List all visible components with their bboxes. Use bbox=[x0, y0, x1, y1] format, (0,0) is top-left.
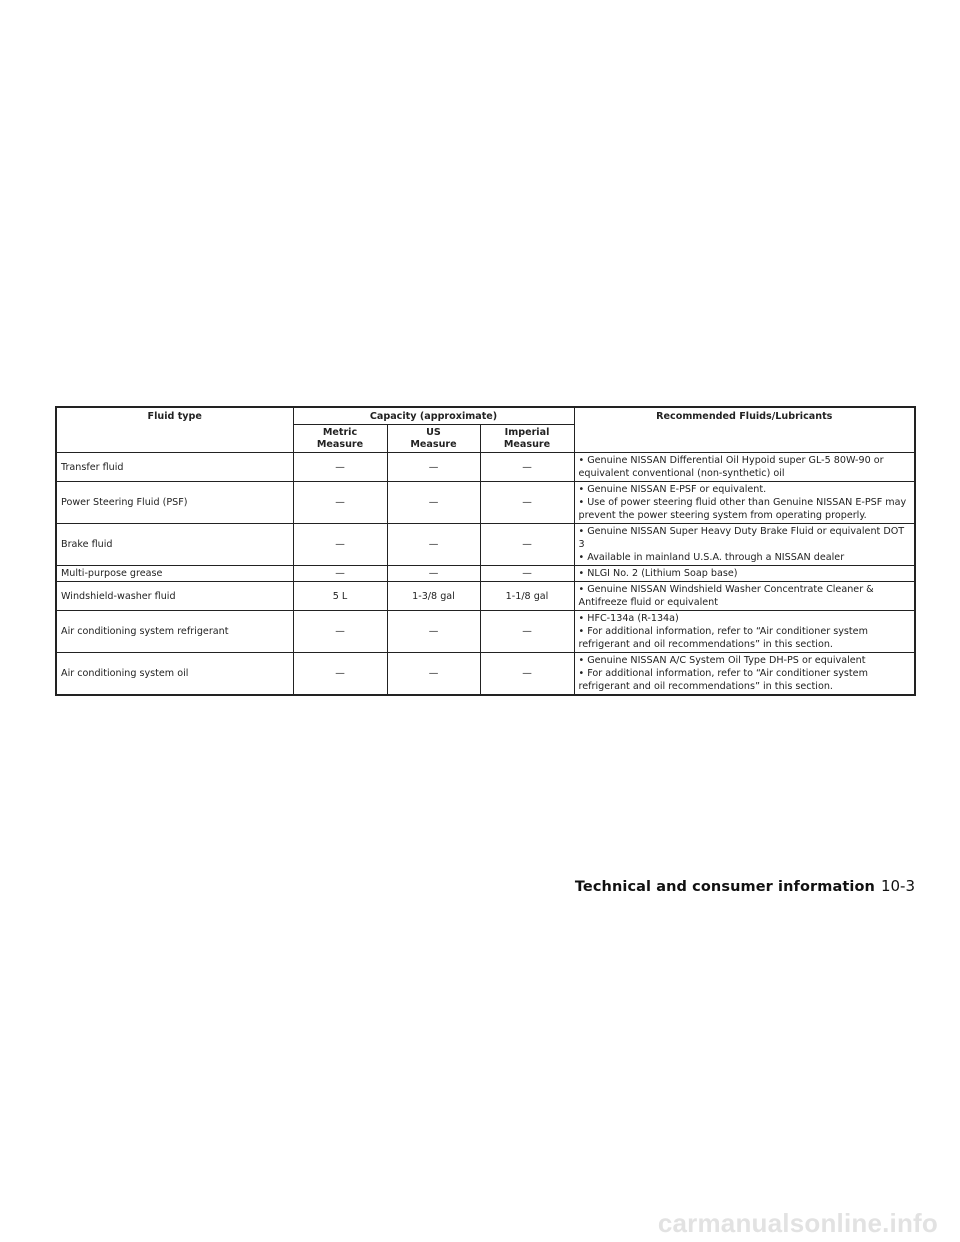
table-header-row bbox=[56, 407, 915, 425]
fluid-type-cell: Multi-purpose grease bbox=[56, 566, 293, 582]
watermark: carmanualsonline.info bbox=[657, 1208, 938, 1238]
table-row bbox=[56, 611, 915, 653]
us-cell: — bbox=[387, 566, 480, 582]
recommended-cell bbox=[574, 524, 915, 566]
header-us-line1: US bbox=[426, 427, 441, 438]
header-metric-line2: Measure bbox=[316, 439, 364, 450]
metric-cell: — bbox=[293, 653, 387, 696]
header-metric-line1: Metric bbox=[322, 427, 358, 438]
page-number: 10-3 bbox=[880, 877, 915, 895]
recommended-line: • Genuine NISSAN Differential Oil Hypoid super GL-5 80W-90 or equivalent conventional (non-synthetic) oil bbox=[578, 455, 884, 479]
recommended-line: • NLGI No. 2 (Lithium Soap base) bbox=[578, 568, 738, 579]
recommended-line: • Genuine NISSAN A/C System Oil Type DH-PS or equivalent bbox=[578, 655, 866, 666]
fluid-type-cell: Air conditioning system oil bbox=[56, 653, 293, 696]
imperial-cell: — bbox=[480, 482, 574, 524]
metric-cell: — bbox=[293, 566, 387, 582]
header-recommended: Recommended Fluids/Lubricants bbox=[574, 407, 915, 453]
metric-cell: — bbox=[293, 524, 387, 566]
us-cell: — bbox=[387, 524, 480, 566]
header-capacity: Capacity (approximate) bbox=[293, 407, 574, 425]
fluid-type-cell: Air conditioning system refrigerant bbox=[56, 611, 293, 653]
header-us-line2: Measure bbox=[410, 439, 457, 450]
recommended-line: • Genuine NISSAN E-PSF or equivalent. bbox=[578, 484, 767, 495]
recommended-cell bbox=[574, 582, 915, 611]
us-cell: 1-3/8 gal bbox=[387, 582, 480, 611]
imperial-cell: 1-1/8 gal bbox=[480, 582, 574, 611]
table-row bbox=[56, 482, 915, 524]
table-row bbox=[56, 453, 915, 482]
imperial-cell: — bbox=[480, 566, 574, 582]
fluid-type-cell: Windshield-washer fluid bbox=[56, 582, 293, 611]
recommended-line: • Available in mainland U.S.A. through a NISSAN dealer bbox=[578, 552, 845, 563]
us-cell: — bbox=[387, 482, 480, 524]
us-cell: — bbox=[387, 611, 480, 653]
recommended-cell bbox=[574, 453, 915, 482]
recommended-line: • For additional information, refer to “Air conditioner system refrigerant and oil recommendations” in this section. bbox=[578, 626, 868, 650]
metric-cell: — bbox=[293, 482, 387, 524]
imperial-cell: — bbox=[480, 611, 574, 653]
table-row bbox=[56, 524, 915, 566]
section-title: Technical and consumer information bbox=[574, 879, 875, 895]
header-fluid-type: Fluid type bbox=[56, 407, 293, 453]
recommended-cell bbox=[574, 482, 915, 524]
fluids-capacity-table bbox=[55, 406, 916, 696]
recommended-cell bbox=[574, 611, 915, 653]
recommended-line: • For additional information, refer to “Air conditioner system refrigerant and oil recommendations” in this section. bbox=[578, 668, 868, 692]
recommended-line: • HFC-134a (R-134a) bbox=[578, 613, 679, 624]
recommended-cell bbox=[574, 566, 915, 582]
metric-cell: 5 L bbox=[293, 582, 387, 611]
header-metric-measure bbox=[293, 425, 387, 453]
us-cell: — bbox=[387, 653, 480, 696]
recommended-line: • Genuine NISSAN Windshield Washer Concentrate Cleaner & Antifreeze fluid or equivalent bbox=[578, 584, 874, 608]
recommended-line: • Genuine NISSAN Super Heavy Duty Brake Fluid or equivalent DOT 3 bbox=[578, 526, 905, 550]
metric-cell: — bbox=[293, 611, 387, 653]
table-row bbox=[56, 653, 915, 696]
recommended-cell bbox=[574, 653, 915, 696]
fluid-type-cell: Brake fluid bbox=[56, 524, 293, 566]
metric-cell: — bbox=[293, 453, 387, 482]
header-imperial-measure bbox=[480, 425, 574, 453]
header-imperial-line1: Imperial bbox=[504, 427, 550, 438]
imperial-cell: — bbox=[480, 453, 574, 482]
table-row bbox=[56, 582, 915, 611]
fluid-type-cell: Power Steering Fluid (PSF) bbox=[56, 482, 293, 524]
fluid-type-cell: Transfer fluid bbox=[56, 453, 293, 482]
imperial-cell: — bbox=[480, 524, 574, 566]
imperial-cell: — bbox=[480, 653, 574, 696]
us-cell: — bbox=[387, 453, 480, 482]
table-row bbox=[56, 566, 915, 582]
header-us-measure bbox=[387, 425, 480, 453]
header-imperial-line2: Measure bbox=[503, 439, 551, 450]
recommended-line: • Use of power steering fluid other than Genuine NISSAN E-PSF may prevent the power steering system from operating properly. bbox=[578, 497, 907, 521]
page-footer bbox=[575, 876, 915, 895]
